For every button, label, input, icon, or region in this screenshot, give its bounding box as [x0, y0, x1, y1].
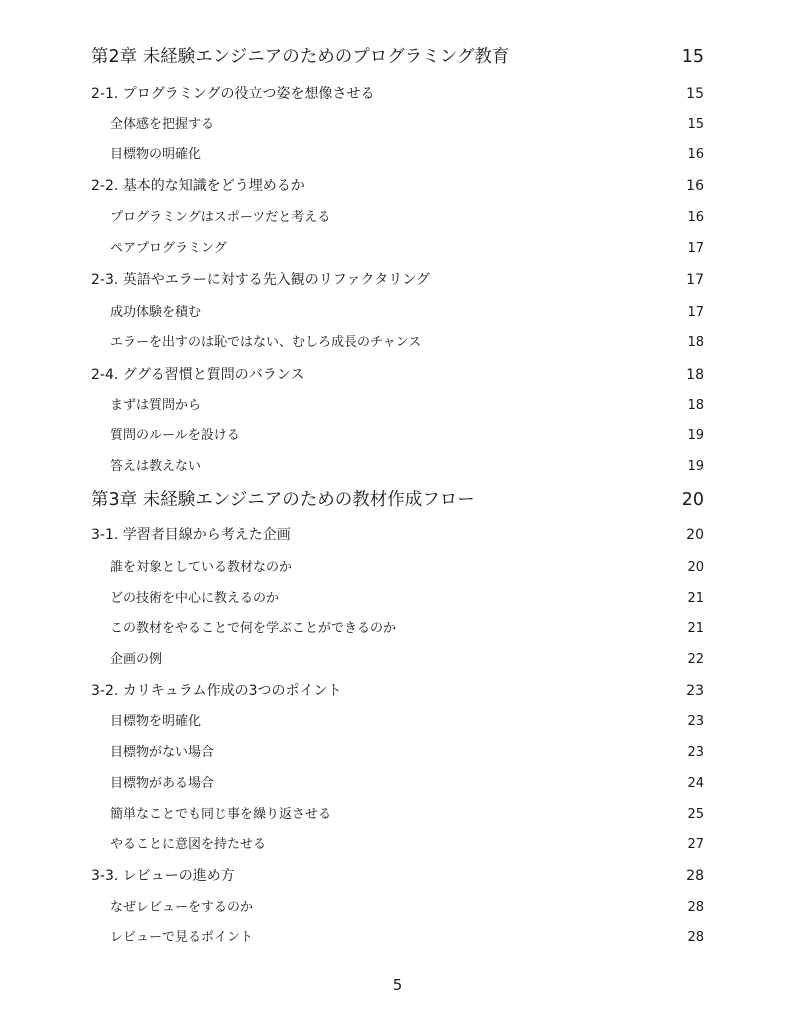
toc-entry-label: 企画の例	[110, 652, 163, 667]
toc-entry-label: 目標物を明確化	[110, 714, 202, 729]
toc-entry-page: 23	[686, 683, 704, 699]
toc-entry-subsection[interactable]	[0, 113, 795, 137]
toc-entry-subsection[interactable]	[0, 772, 795, 796]
toc-entry-page: 15	[681, 47, 704, 67]
toc-entry-label: ペアプログラミング	[110, 241, 227, 256]
toc-entry-section[interactable]	[0, 363, 795, 387]
toc-entry-page: 17	[687, 241, 704, 256]
toc-entry-label: 2-4. ググる習慣と質問のバランス	[91, 367, 305, 383]
toc-entry-page: 23	[687, 745, 704, 760]
toc-entry-subsection[interactable]	[0, 143, 795, 167]
toc-entry-label: 2-1. プログラミングの役立つ姿を想像させる	[91, 86, 375, 102]
toc-entry-page: 17	[686, 272, 704, 288]
toc-entry-label: 3-1. 学習者目線から考えた企画	[91, 527, 291, 543]
toc-entry-label: 第2章 未経験エンジニアのためのプログラミング教育	[91, 47, 510, 67]
toc-entry-page: 20	[687, 560, 704, 575]
toc-entry-page: 25	[687, 807, 704, 822]
toc-entry-page: 19	[687, 459, 704, 474]
toc-entry-page: 18	[686, 367, 704, 383]
toc-entry-subsection[interactable]	[0, 424, 795, 448]
toc-entry-label: 2-2. 基本的な知識をどう埋めるか	[91, 178, 305, 194]
toc-entry-label: どの技術を中心に教えるのか	[110, 591, 280, 606]
toc-entry-label: 目標物がない場合	[110, 745, 215, 760]
toc-entry-label: 3-3. レビューの進め方	[91, 868, 235, 884]
toc-entry-section[interactable]	[0, 82, 795, 106]
toc-entry-subsection[interactable]	[0, 741, 795, 765]
toc-entry-label: 簡単なことでも同じ事を繰り返させる	[110, 807, 332, 822]
toc-entry-label: 成功体験を積む	[110, 305, 202, 320]
toc-entry-page: 15	[687, 117, 704, 132]
toc-entry-subsection[interactable]	[0, 648, 795, 672]
toc-entry-subsection[interactable]	[0, 896, 795, 920]
toc-entry-subsection[interactable]	[0, 331, 795, 355]
toc-entry-label: なぜレビューをするのか	[110, 900, 254, 915]
toc-entry-label: 全体感を把握する	[110, 117, 215, 132]
toc-entry-subsection[interactable]	[0, 301, 795, 325]
toc-entry-page: 21	[687, 621, 704, 636]
toc-entry-label: 第3章 未経験エンジニアのための教材作成フロー	[91, 490, 475, 510]
toc-entry-label: まずは質問から	[110, 398, 202, 413]
toc-entry-subsection[interactable]	[0, 710, 795, 734]
toc-entry-subsection[interactable]	[0, 556, 795, 580]
toc-entry-page: 23	[687, 714, 704, 729]
toc-entry-subsection[interactable]	[0, 394, 795, 418]
toc-entry-subsection[interactable]	[0, 206, 795, 230]
toc-entry-section[interactable]	[0, 523, 795, 547]
toc-entry-page: 16	[687, 210, 704, 225]
toc-entry-label: 目標物がある場合	[110, 776, 215, 791]
toc-entry-section[interactable]	[0, 864, 795, 888]
toc-entry-page: 17	[687, 305, 704, 320]
toc-entry-page: 18	[687, 335, 704, 350]
toc-entry-subsection[interactable]	[0, 455, 795, 479]
toc-entry-subsection[interactable]	[0, 617, 795, 641]
toc-entry-label: 誰を対象としている教材なのか	[110, 560, 293, 575]
toc-entry-page: 20	[686, 527, 704, 543]
toc-entry-page: 15	[686, 86, 704, 102]
toc-entry-page: 27	[687, 837, 704, 852]
toc-entry-page: 16	[686, 178, 704, 194]
toc-entry-page: 28	[687, 930, 704, 945]
toc-entry-label: 目標物の明確化	[110, 147, 202, 162]
toc-entry-page: 18	[687, 398, 704, 413]
toc-entry-label: エラーを出すのは恥ではない、むしろ成長のチャンス	[110, 335, 422, 350]
toc-entry-page: 28	[687, 900, 704, 915]
toc-entry-label: 答えは教えない	[110, 459, 202, 474]
toc-entry-page: 20	[681, 490, 704, 510]
toc-entry-page: 19	[687, 428, 704, 443]
toc-entry-page: 16	[687, 147, 704, 162]
toc-entry-label: やることに意図を持たせる	[110, 837, 267, 852]
toc-entry-page: 28	[686, 868, 704, 884]
toc-entry-page: 21	[687, 591, 704, 606]
toc-entry-section[interactable]	[0, 679, 795, 703]
toc-entry-section[interactable]	[0, 268, 795, 292]
toc-entry-page: 24	[687, 776, 704, 791]
toc-entry-section[interactable]	[0, 174, 795, 198]
page-number: 5	[392, 976, 403, 994]
toc-entry-subsection[interactable]	[0, 803, 795, 827]
toc-entry-label: 質問のルールを設ける	[110, 428, 240, 443]
toc-entry-label: この教材をやることで何を学ぶことができるのか	[110, 621, 397, 636]
toc-entry-subsection[interactable]	[0, 833, 795, 857]
toc-entry-subsection[interactable]	[0, 587, 795, 611]
toc-entry-label: プログラミングはスポーツだと考える	[110, 210, 331, 225]
toc-entry-chapter[interactable]	[0, 488, 795, 512]
toc-entry-subsection[interactable]	[0, 237, 795, 261]
toc-entry-subsection[interactable]	[0, 926, 795, 950]
toc-entry-label: 2-3. 英語やエラーに対する先入観のリファクタリング	[91, 272, 430, 288]
toc-entry-label: 3-2. カリキュラム作成の3つのポイント	[91, 683, 342, 699]
toc-entry-label: レビューで見るポイント	[110, 930, 254, 945]
toc-entry-chapter[interactable]	[0, 45, 795, 69]
toc-entry-page: 22	[687, 652, 704, 667]
